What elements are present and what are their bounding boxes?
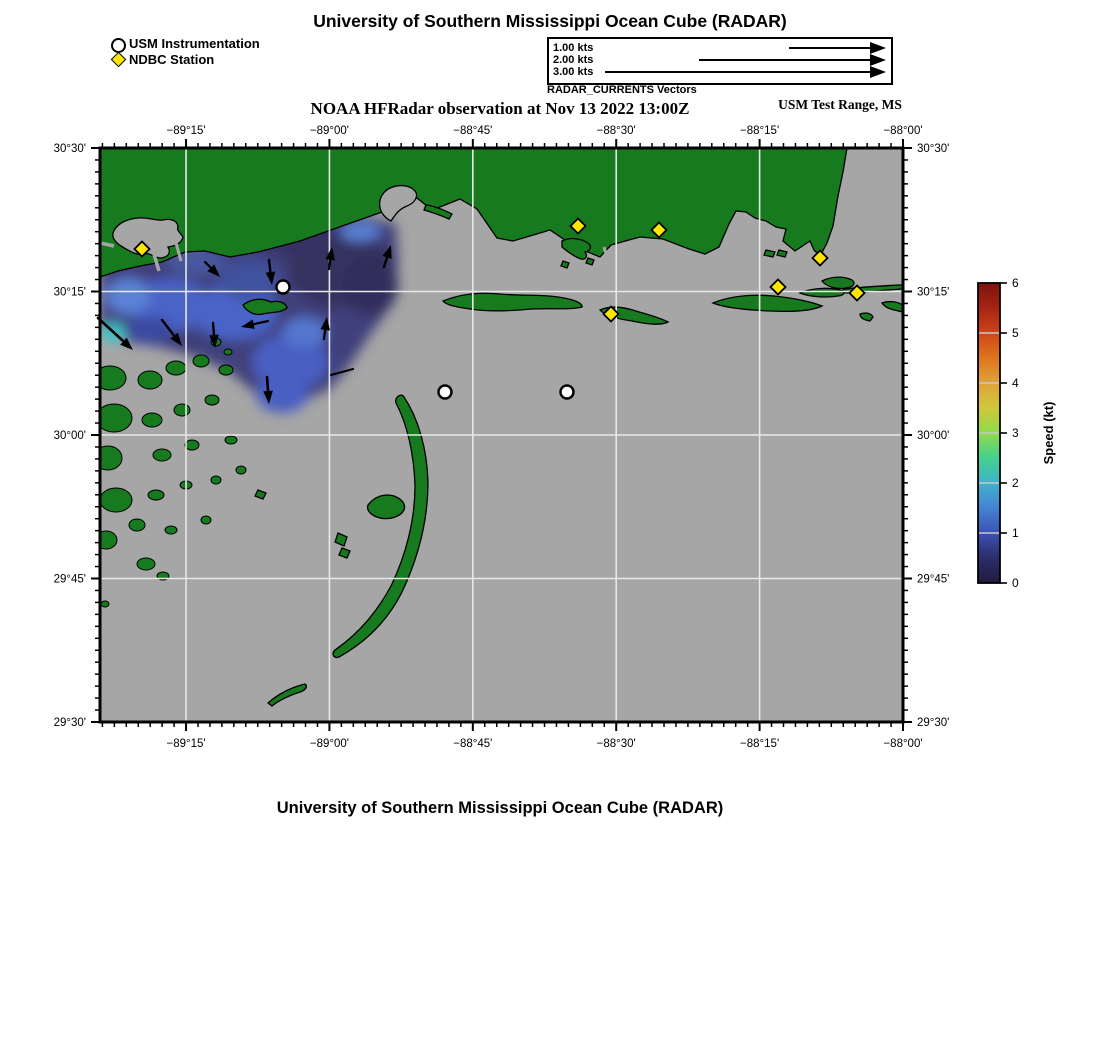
- lon-tick-label-top: −88°15': [740, 125, 780, 137]
- vector-scale-label: 1.00 kts: [553, 42, 594, 54]
- lon-tick-label-bottom: −88°30': [596, 738, 636, 750]
- legend-item-usm: USM Instrumentation: [129, 36, 260, 51]
- colorbar-tick-label: 6: [1012, 276, 1019, 290]
- lat-tick-label-right: 29°45': [917, 573, 950, 586]
- footer-title: University of Southern Mississippi Ocean Cube (RADAR): [276, 799, 724, 817]
- lon-tick-label-bottom: −88°45': [453, 738, 493, 750]
- vector-scale-label: 2.00 kts: [553, 54, 594, 66]
- lon-tick-label-bottom: −88°15': [740, 738, 780, 750]
- lat-tick-label-left: 29°30': [53, 717, 86, 729]
- lat-tick-label-right: 30°30': [917, 143, 950, 155]
- usm-instrumentation-marker: [277, 281, 290, 294]
- lat-tick-label-right: 30°00': [917, 430, 950, 442]
- vector-scale-caption: RADAR_CURRENTS Vectors: [547, 84, 697, 96]
- colorbar-tick-label: 5: [1012, 326, 1019, 340]
- lon-tick-label-bottom: −88°00': [883, 738, 923, 750]
- colorbar-tick-label: 3: [1012, 426, 1019, 440]
- lat-tick-label-left: 30°00': [53, 430, 86, 442]
- lon-tick-label-top: −89°15': [166, 125, 206, 137]
- colorbar-axis-label: Speed (kt): [1041, 401, 1056, 465]
- region-label: USM Test Range, MS: [778, 97, 902, 112]
- lon-tick-label-top: −88°45': [453, 125, 493, 137]
- lon-tick-label-top: −89°00': [309, 125, 349, 137]
- lon-tick-label-bottom: −89°15': [166, 738, 206, 750]
- colorbar-tick-label: 2: [1012, 476, 1019, 490]
- colorbar-tick-label: 4: [1012, 376, 1019, 390]
- lon-tick-label-bottom: −89°00': [309, 738, 349, 750]
- lat-tick-label-right: 29°30': [917, 717, 950, 729]
- colorbar-tick-label: 0: [1012, 576, 1019, 590]
- usm-instrumentation-marker: [561, 386, 574, 399]
- vector-scale-label: 3.00 kts: [553, 66, 594, 78]
- usm-instrumentation-marker: [439, 386, 452, 399]
- lat-tick-label-left: 29°45': [53, 573, 86, 586]
- legend-item-ndbc: NDBC Station: [129, 52, 215, 67]
- colorbar-tick-label: 1: [1012, 526, 1019, 540]
- lat-tick-label-right: 30°15': [917, 286, 950, 299]
- lat-tick-label-left: 30°15': [53, 286, 86, 299]
- lat-tick-label-left: 30°30': [53, 143, 86, 155]
- page-title: University of Southern Mississippi Ocean Cube (RADAR): [313, 11, 787, 31]
- lon-tick-label-top: −88°30': [596, 125, 636, 137]
- lon-tick-label-top: −88°00': [883, 125, 923, 137]
- observation-subtitle: NOAA HFRadar observation at Nov 13 2022 13:00Z: [310, 99, 690, 118]
